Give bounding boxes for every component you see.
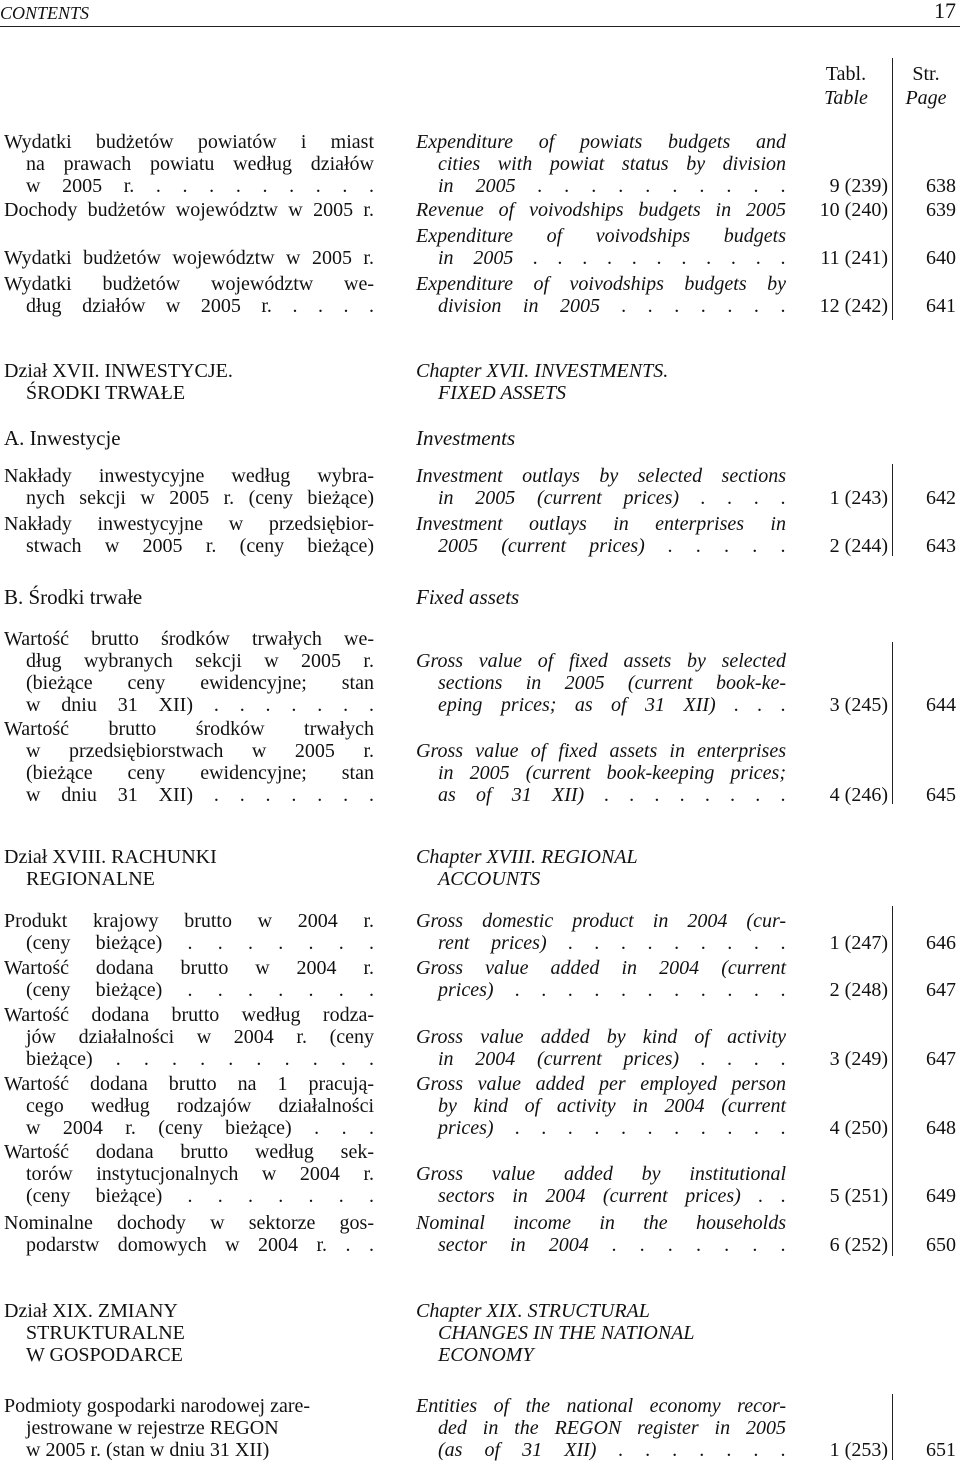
entry-title-pl-line: jestrowane w rejestrze REGON	[26, 1417, 279, 1439]
column-heading-table	[806, 62, 886, 110]
running-header-title: CONTENTS	[0, 3, 90, 23]
entry-title-en-line: in 2005 (current book-keeping prices;	[438, 762, 786, 784]
entry-title-en	[416, 650, 786, 716]
entry-title-pl-line: (ceny bieżące) . . . . . . .	[26, 979, 374, 1001]
entry-title-pl-line: jów działalności w 2004 r. (ceny	[26, 1026, 374, 1048]
table-number: 1 (243)	[829, 487, 888, 509]
entry-title-pl-line: Nakłady inwestycyjne w przedsiębior-	[4, 513, 374, 535]
chapter-heading-en-line: Chapter XIX. STRUCTURAL	[416, 1300, 650, 1322]
entry-title-pl	[4, 957, 374, 1001]
page-ref: 651	[926, 1439, 956, 1461]
chapter-heading-pl	[4, 1300, 374, 1366]
chapter-heading-en-line: FIXED ASSETS	[438, 382, 566, 404]
entry-title-en-line: in 2005 . . . . . . . . . .	[438, 175, 786, 197]
entry-title-pl-line: podarstw domowych w 2004 r. . .	[26, 1234, 374, 1256]
table-number: 6 (252)	[829, 1234, 888, 1256]
chapter-heading-en-line: Chapter XVII. INVESTMENTS.	[416, 360, 669, 382]
entry-title-pl-line: Wydatki budżetów powiatów i miast	[4, 131, 374, 153]
entry-title-en-line: cities with powiat status by division	[438, 153, 786, 175]
column-divider	[892, 464, 893, 556]
entry-title-pl-line: torów instytucjonalnych w 2004 r.	[26, 1163, 374, 1185]
entry-title-en-line: Expenditure of voivodships budgets by	[416, 273, 786, 295]
entry-title-pl-line: w 2005 r. (stan w dniu 31 XII)	[26, 1439, 270, 1461]
entry-title-en-line: prices) . . . . . . . . . . .	[438, 979, 786, 1001]
entry-title-pl-line: bieżące) . . . . . . . . . .	[26, 1048, 374, 1070]
entry-title-pl	[4, 131, 374, 197]
page-ref: 649	[926, 1185, 956, 1207]
table-number: 2 (248)	[829, 979, 888, 1001]
table-number: 4 (250)	[829, 1117, 888, 1139]
chapter-heading-pl-line: Dział XIX. ZMIANY	[4, 1300, 178, 1322]
chapter-heading-en-line: ECONOMY	[438, 1344, 534, 1366]
page-ref: 641	[926, 295, 956, 317]
entry-title-en-line: eping prices; as of 31 XII) . . .	[438, 694, 786, 716]
entry-title-en-line: Revenue of voivodships budgets in 2005	[416, 199, 786, 221]
page-ref: 650	[926, 1234, 956, 1256]
entry-title-pl-line: Wartość dodana brutto w 2004 r.	[4, 957, 374, 979]
entry-title-en-line: rent prices) . . . . . . . . .	[438, 932, 786, 954]
entry-title-pl	[4, 628, 374, 716]
column-divider	[892, 58, 893, 320]
entry-title-pl	[4, 1004, 374, 1070]
entry-title-en-line: Investment outlays by selected sections	[416, 465, 786, 487]
entry-title-pl-line: Wartość brutto środków trwałych	[4, 718, 374, 740]
entry-title-pl	[4, 513, 374, 557]
page-ref: 645	[926, 784, 956, 806]
chapter-heading-en	[416, 846, 836, 890]
column-divider	[892, 906, 893, 1256]
entry-title-en-line: Nominal income in the households	[416, 1212, 786, 1234]
entry-title-en	[416, 199, 786, 221]
column-heading-page	[896, 62, 956, 110]
entry-title-pl	[4, 247, 374, 269]
entry-title-pl	[4, 910, 374, 954]
entry-title-pl-line: dług działów w 2005 r. . . . .	[26, 295, 374, 317]
entry-title-pl-line: cego według rodzajów działalności	[26, 1095, 374, 1117]
chapter-heading-pl-line: STRUKTURALNE	[26, 1322, 185, 1344]
chapter-heading-pl	[4, 846, 374, 890]
entry-title-en	[416, 957, 786, 1001]
entry-title-en	[416, 1026, 786, 1070]
subsection-heading-pl: A. Inwestycje	[4, 426, 121, 450]
entry-title-en-line: division in 2005 . . . . . . .	[438, 295, 786, 317]
entry-title-pl-line: dług wybranych sekcji w 2005 r.	[26, 650, 374, 672]
entry-title-pl	[4, 718, 374, 806]
table-number: 12 (242)	[819, 295, 888, 317]
entry-title-pl	[4, 1212, 374, 1256]
entry-title-en	[416, 1212, 786, 1256]
entry-title-pl-line: nych sekcji w 2005 r. (ceny bieżące)	[26, 487, 374, 509]
entry-title-en	[416, 740, 786, 806]
column-heading-page-pl: Str.	[912, 63, 940, 85]
page-ref: 644	[926, 694, 956, 716]
entry-title-pl-line: Nakłady inwestycyjne według wybra-	[4, 465, 374, 487]
subsection-heading-en: Investments	[416, 426, 516, 450]
entry-title-pl-line: Produkt krajowy brutto w 2004 r.	[4, 910, 374, 932]
entry-title-en-line: sectors in 2004 (current prices) . .	[438, 1185, 786, 1207]
entry-title-en-line: sections in 2005 (current book-ke-	[438, 672, 786, 694]
entry-title-en-line: Expenditure of powiats budgets and	[416, 131, 786, 153]
entry-title-en	[416, 910, 786, 954]
page-ref: 647	[926, 1048, 956, 1070]
page-number: 17	[934, 0, 956, 23]
entry-title-en-line: Gross value added by institutional	[416, 1163, 786, 1185]
entry-title-en-line: Gross domestic product in 2004 (cur-	[416, 910, 786, 932]
chapter-heading-en-line: CHANGES IN THE NATIONAL	[438, 1322, 695, 1344]
table-number: 9 (239)	[829, 175, 888, 197]
entry-title-en	[416, 273, 786, 317]
entry-title-en-line: Entities of the national economy recor-	[416, 1395, 786, 1417]
entry-title-pl-line: Nominalne dochody w sektorze gos-	[4, 1212, 374, 1234]
entry-title-pl-line: w dniu 31 XII) . . . . . . .	[26, 784, 374, 806]
entry-title-pl-line: (ceny bieżące) . . . . . . .	[26, 932, 374, 954]
entry-title-en	[416, 225, 786, 269]
entry-title-en-line: (as of 31 XII) . . . . . . .	[438, 1439, 786, 1461]
entry-title-pl-line: Wartość dodana brutto według rodza-	[4, 1004, 374, 1026]
entry-title-pl	[4, 1141, 374, 1207]
entry-title-en	[416, 513, 786, 557]
entry-title-en-line: Gross value of fixed assets by selected	[416, 650, 786, 672]
table-number: 3 (249)	[829, 1048, 888, 1070]
entry-title-pl-line: (bieżące ceny ewidencyjne; stan	[26, 762, 374, 784]
entry-title-pl	[4, 273, 374, 317]
table-number: 4 (246)	[829, 784, 888, 806]
entry-title-pl-line: Wartość dodana brutto na 1 pracują-	[4, 1073, 374, 1095]
entry-title-en	[416, 1395, 786, 1461]
entry-title-en-line: 2005 (current prices) . . . . .	[438, 535, 786, 557]
table-number: 5 (251)	[829, 1185, 888, 1207]
entry-title-pl-line: w 2005 r. . . . . . . . . .	[26, 175, 374, 197]
entry-title-pl	[4, 1395, 374, 1461]
chapter-heading-pl-line: Dział XVIII. RACHUNKI	[4, 846, 217, 868]
entry-title-en-line: Gross value added by kind of activity	[416, 1026, 786, 1048]
entry-title-pl-line: w przedsiębiorstwach w 2005 r.	[26, 740, 374, 762]
table-number: 10 (240)	[819, 199, 888, 221]
entry-title-en	[416, 1073, 786, 1139]
entry-title-en-line: Gross value of fixed assets in enterprises	[416, 740, 786, 762]
page-ref: 647	[926, 979, 956, 1001]
entry-title-pl	[4, 465, 374, 509]
column-divider	[892, 642, 893, 804]
entry-title-pl-line: Wydatki budżetów województw w 2005 r.	[4, 247, 374, 269]
chapter-heading-en-line: Chapter XVIII. REGIONAL	[416, 846, 638, 868]
subsection-heading-pl: B. Środki trwałe	[4, 585, 143, 609]
entry-title-en-line: prices) . . . . . . . . . . .	[438, 1117, 786, 1139]
chapter-heading-en-line: ACCOUNTS	[438, 868, 541, 890]
entry-title-en-line: Expenditure of voivodships budgets	[416, 225, 786, 247]
page-ref: 638	[926, 175, 956, 197]
page-ref: 646	[926, 932, 956, 954]
page-ref: 648	[926, 1117, 956, 1139]
entry-title-pl-line: stwach w 2005 r. (ceny bieżące)	[26, 535, 374, 557]
entry-title-pl-line: na prawach powiatu według działów	[26, 153, 374, 175]
page-header	[0, 0, 960, 27]
subsection-heading-en: Fixed assets	[416, 585, 520, 609]
entry-title-pl-line: Wydatki budżetów województw we-	[4, 273, 374, 295]
entry-title-pl	[4, 1073, 374, 1139]
entry-title-en-line: Investment outlays in enterprises in	[416, 513, 786, 535]
entry-title-en-line: by kind of activity in 2004 (current	[438, 1095, 786, 1117]
page-ref: 642	[926, 487, 956, 509]
column-heading-page-en: Page	[905, 87, 947, 109]
column-divider	[892, 1394, 893, 1460]
table-number: 3 (245)	[829, 694, 888, 716]
chapter-heading-pl-line: Dział XVII. INWESTYCJE.	[4, 360, 233, 382]
entry-title-pl-line: w dniu 31 XII) . . . . . . .	[26, 694, 374, 716]
entry-title-en	[416, 465, 786, 509]
chapter-heading-pl-line: ŚRODKI TRWAŁE	[26, 382, 186, 404]
entry-title-pl-line: w 2004 r. (ceny bieżące) . . .	[26, 1117, 374, 1139]
entry-title-pl-line: Wartość brutto środków trwałych we-	[4, 628, 374, 650]
chapter-heading-pl	[4, 360, 374, 404]
chapter-heading-pl-line: REGIONALNE	[26, 868, 155, 890]
entry-title-pl-line: Wartość dodana brutto według sek-	[4, 1141, 374, 1163]
entry-title-en-line: sector in 2004 . . . . . . .	[438, 1234, 786, 1256]
entry-title-en-line: Gross value added per employed person	[416, 1073, 786, 1095]
entry-title-pl-line: (ceny bieżące) . . . . . . .	[26, 1185, 374, 1207]
entry-title-pl	[4, 199, 374, 221]
entry-title-en-line: in 2005 . . . . . . . . . . .	[438, 247, 786, 269]
entry-title-en-line: Gross value added in 2004 (current	[416, 957, 786, 979]
table-number: 11 (241)	[820, 247, 888, 269]
entry-title-en-line: ded in the REGON register in 2005	[438, 1417, 786, 1439]
entry-title-en-line: in 2004 (current prices) . . . .	[438, 1048, 786, 1070]
chapter-heading-pl-line: W GOSPODARCE	[26, 1344, 183, 1366]
entry-title-pl-line: (bieżące ceny ewidencyjne; stan	[26, 672, 374, 694]
entry-title-pl-line: Dochody budżetów województw w 2005 r.	[4, 199, 374, 221]
table-number: 1 (253)	[829, 1439, 888, 1461]
table-number: 1 (247)	[829, 932, 888, 954]
column-heading-table-en: Table	[824, 87, 868, 109]
page-ref: 639	[926, 199, 956, 221]
chapter-heading-en	[416, 1300, 836, 1366]
entry-title-en-line: in 2005 (current prices) . . . .	[438, 487, 786, 509]
table-number: 2 (244)	[829, 535, 888, 557]
entry-title-en-line: as of 31 XII) . . . . . . . .	[438, 784, 786, 806]
page-ref: 643	[926, 535, 956, 557]
entry-title-en	[416, 1163, 786, 1207]
entry-title-en	[416, 131, 786, 197]
chapter-heading-en	[416, 360, 836, 404]
page-ref: 640	[926, 247, 956, 269]
entry-title-pl-line: Podmioty gospodarki narodowej zare-	[4, 1395, 311, 1417]
column-heading-table-pl: Tabl.	[825, 63, 867, 85]
